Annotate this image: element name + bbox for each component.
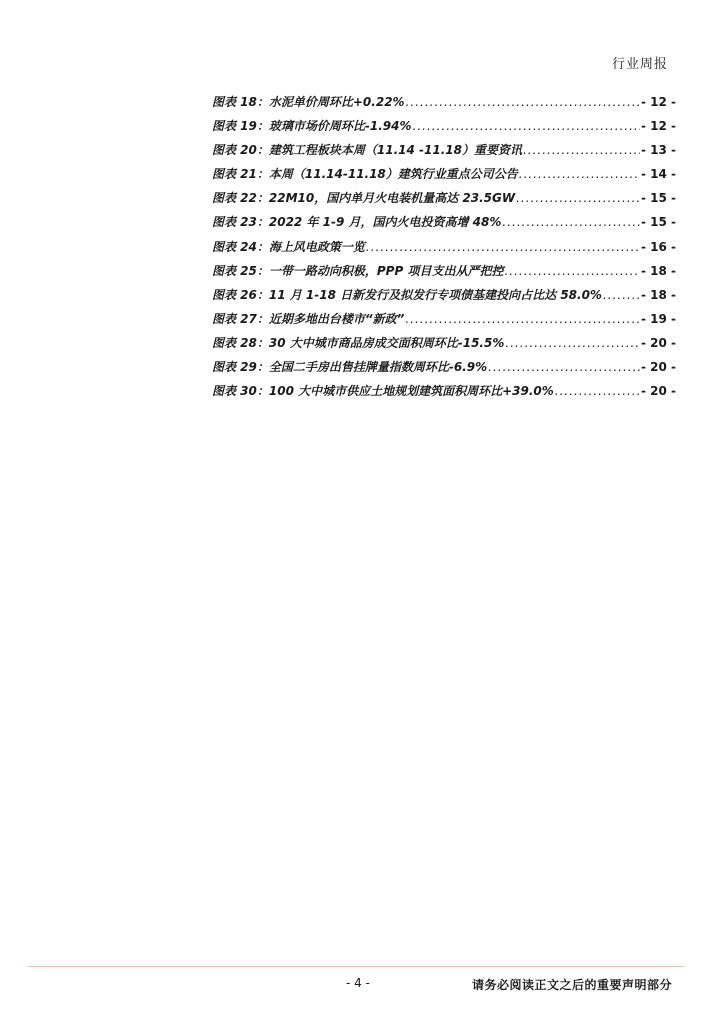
disclaimer-note: 请务必阅读正文之后的重要声明部分: [471, 978, 672, 992]
footer-divider: [28, 966, 684, 967]
toc-row[interactable]: [212, 382, 676, 406]
toc-entry-page: - 14 -: [640, 167, 676, 182]
toc-row[interactable]: [212, 310, 676, 334]
toc-entry-label: 图表 29：全国二手房出售挂牌量指数周环比-6.9%: [212, 360, 488, 375]
toc-entry-page: - 12 -: [640, 119, 676, 134]
toc-leader-dots: [502, 215, 640, 229]
toc-row[interactable]: [212, 165, 676, 189]
page-number: - 4 -: [346, 976, 370, 990]
toc-entry-label: 图表 20：建筑工程板块本周（11.14 -11.18）重要资讯: [212, 143, 522, 158]
toc-entry-page: - 16 -: [640, 239, 676, 254]
toc-row[interactable]: [212, 334, 676, 358]
toc-entry-label: 图表 18：水泥单价周环比+0.22%: [212, 95, 405, 109]
toc-leader-dots: [603, 288, 640, 302]
toc-row[interactable]: [212, 213, 676, 237]
report-type-header: 行业周报: [611, 57, 668, 72]
toc-row[interactable]: [212, 358, 676, 382]
toc-entry-page: - 13 -: [640, 143, 676, 158]
toc-leader-dots: [406, 95, 640, 109]
figure-list: [212, 93, 676, 406]
toc-entry-label: 图表 26：11 月 1-18 日新发行及拟发行专项债基建投向占比达 58.0%: [212, 287, 602, 302]
toc-entry-page: - 15 -: [640, 215, 676, 230]
toc-row[interactable]: [212, 286, 676, 310]
toc-leader-dots: [523, 143, 640, 157]
toc-leader-dots: [505, 336, 640, 350]
toc-entry-label: 图表 30：100 大中城市供应土地规划建筑面积周环比+39.0%: [212, 384, 554, 399]
toc-entry-page: - 18 -: [640, 287, 676, 302]
toc-leader-dots: [413, 119, 640, 133]
toc-entry-label: 图表 22：22M10，国内单月火电装机量高达 23.5GW: [212, 191, 516, 206]
toc-entry-label: 图表 24：海上风电政策一览: [212, 239, 365, 254]
toc-entry-page: - 19 -: [640, 311, 676, 326]
toc-leader-dots: [519, 167, 640, 181]
toc-leader-dots: [405, 312, 640, 326]
toc-row[interactable]: [212, 93, 676, 117]
toc-leader-dots: [366, 240, 640, 254]
toc-row[interactable]: [212, 141, 676, 165]
toc-row[interactable]: [212, 238, 676, 262]
toc-leader-dots: [555, 384, 640, 398]
toc-entry-label: 图表 25：一带一路动向积极，PPP 项目支出从严把控: [212, 263, 504, 278]
toc-entry-page: - 20 -: [640, 360, 676, 375]
toc-row[interactable]: [212, 189, 676, 213]
toc-entry-label: 图表 28：30 大中城市商品房成交面积周环比-15.5%: [212, 335, 505, 350]
toc-entry-label: 图表 23：2022 年 1-9 月，国内火电投资高增 48%: [212, 215, 502, 230]
toc-entry-page: - 12 -: [640, 95, 676, 109]
toc-entry-page: - 20 -: [640, 384, 676, 399]
toc-entry-page: - 20 -: [640, 335, 676, 350]
toc-entry-label: 图表 21：本周（11.14-11.18）建筑行业重点公司公告: [212, 167, 518, 182]
toc-entry-label: 图表 19：玻璃市场价周环比-1.94%: [212, 119, 412, 134]
toc-row[interactable]: [212, 117, 676, 141]
toc-row[interactable]: [212, 262, 676, 286]
toc-leader-dots: [504, 264, 640, 278]
toc-entry-label: 图表 27：近期多地出台楼市“新政”: [212, 311, 405, 326]
toc-entry-page: - 15 -: [640, 191, 676, 206]
toc-entry-page: - 18 -: [640, 263, 676, 278]
toc-leader-dots: [488, 360, 640, 374]
toc-leader-dots: [516, 191, 640, 205]
